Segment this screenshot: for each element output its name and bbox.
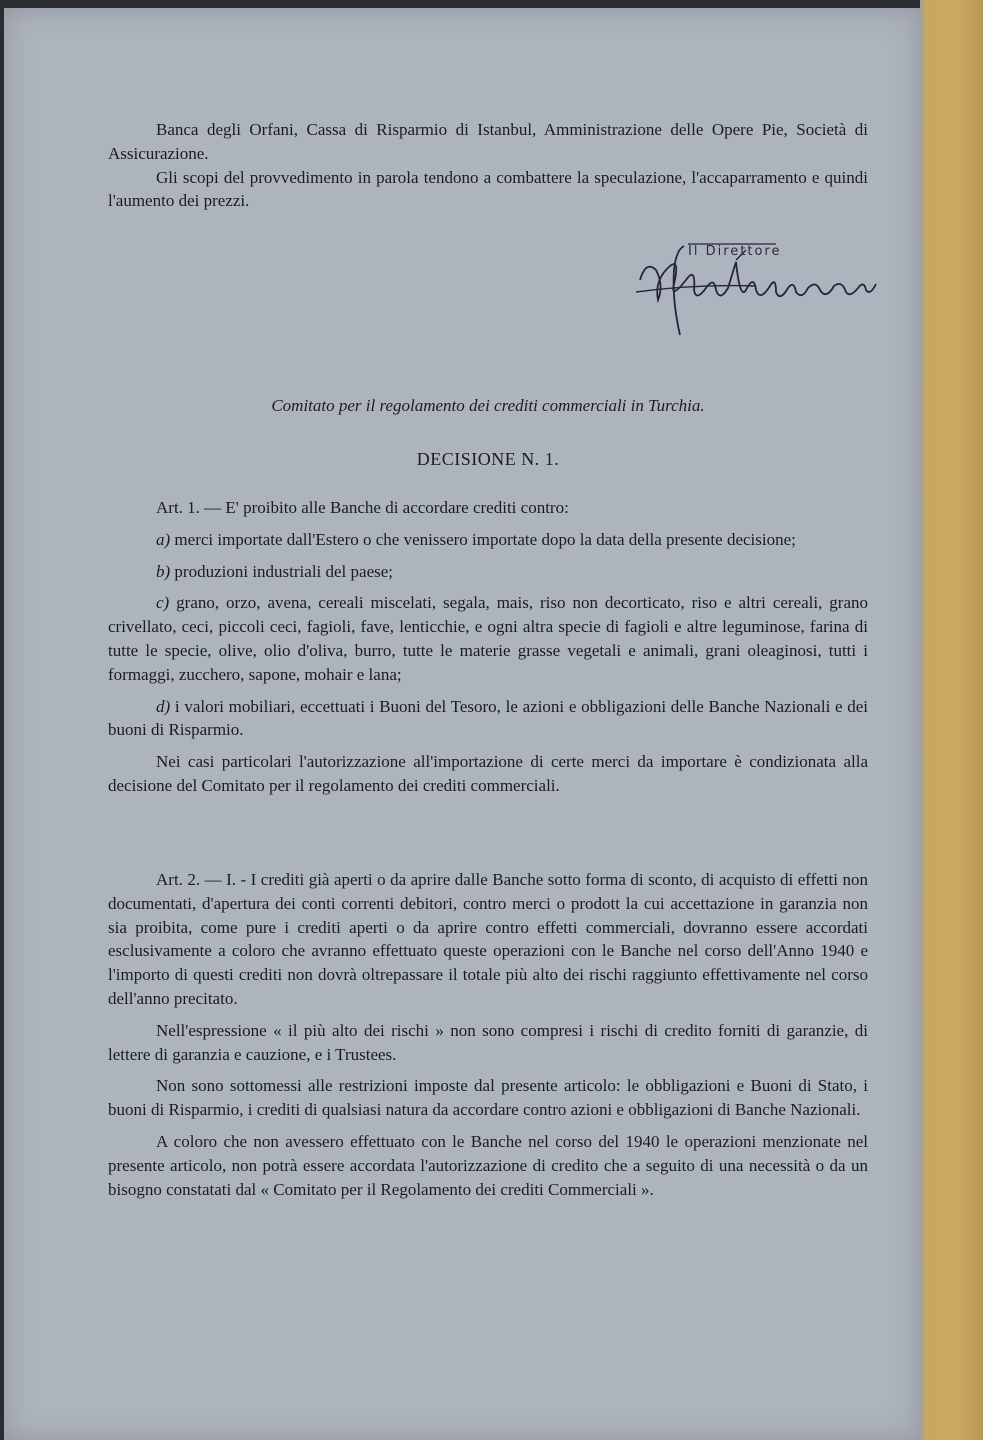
art1-intro: Art. 1. — E' proibito alle Banche di accordare crediti contro: bbox=[156, 498, 569, 517]
item-text: grano, orzo, avena, cereali miscelati, segala, mais, riso non decorticato, riso e altri cereali, grano crivellato, ceci, piccoli ceci, fagioli, fave, lenticchie, e ogni altra specie di fagioli e altre leguminose, farina di tutte le specie, olive, olio d'oliva, burro, tutte le materie grasse vegetali e animali, grani oleaginosi, tutti i formaggi, zucchero, sapone, mohair e lana; bbox=[108, 593, 868, 684]
decision-title: DECISIONE N. 1. bbox=[416, 449, 560, 469]
intro-paragraph-1: Banca degli Orfani, Cassa di Risparmio di Istanbul, Amministrazione delle Opere Pie, Società di Assicurazione. bbox=[108, 120, 868, 163]
intro-section bbox=[108, 118, 868, 213]
decision-section bbox=[108, 448, 868, 472]
art1-item-a bbox=[108, 528, 868, 552]
item-letter: b) bbox=[156, 561, 171, 581]
article-1 bbox=[108, 496, 868, 798]
art1-item-c bbox=[108, 591, 868, 686]
page-edge-strip bbox=[920, 0, 983, 1440]
article-2 bbox=[108, 868, 868, 1201]
committee-section bbox=[108, 394, 868, 418]
intro-paragraph-2: Gli scopi del provvedimento in parola tendono a combattere la speculazione, l'accaparramento e quindi l'aumento dei prezzi. bbox=[108, 167, 868, 211]
art1-item-b bbox=[108, 560, 868, 584]
item-text: produzioni industriali del paese; bbox=[174, 561, 394, 581]
signature-block bbox=[636, 240, 886, 340]
art2-paragraph-3: Non sono sottomessi alle restrizioni imposte dal presente articolo: le obbligazioni e Buoni di Stato, i buoni di Risparmio, i crediti di qualsiasi natura da accordare contro azioni e obbligazioni di Banche Nazionali. bbox=[108, 1076, 868, 1120]
signature-title: Il Direttore bbox=[688, 244, 782, 259]
art2-paragraph-4: A coloro che non avessero effettuato con le Banche nel corso del 1940 le operazioni menzionate nel presente articolo, non potrà essere accordata l'autorizzazione di credito che a seguito di una necessità o da un bisogno constatati dal « Comitato per il Regolamento dei crediti Commerciali ». bbox=[108, 1131, 868, 1199]
item-text: merci importate dall'Estero o che venissero importate dopo la data della presente decisione; bbox=[174, 529, 796, 549]
item-letter: c) bbox=[156, 593, 170, 613]
item-letter: d) bbox=[156, 696, 171, 716]
item-text: i valori mobiliari, eccettuati i Buoni del Tesoro, le azioni e obbligazioni delle Banche Nazionali e dei buoni di Risparmio. bbox=[108, 696, 869, 740]
art1-item-d bbox=[108, 695, 868, 743]
committee-heading: Comitato per il regolamento dei crediti commerciali in Turchia. bbox=[271, 396, 705, 415]
art1-closing: Nei casi particolari l'autorizzazione all'importazione di certe merci da importare è condizionata alla decisione del Comitato per il regolamento dei crediti commerciali. bbox=[108, 752, 868, 795]
art2-paragraph-1: Art. 2. — I. - I crediti già aperti o da aprire dalle Banche sotto forma di sconto, di acquisto di effetti non documentati, d'apertura dei conti correnti debitori, contro merci o prodott la cui accettazione in garanzia non sia proibita, come pure i crediti aperti o da aprire contro effetti commerciali, dovranno essere accordati esclusivamente a coloro che avranno effettuato queste operazioni con le Banche nel corso dell'Anno 1940 e l'importo di questi crediti non dovrà oltrepassare il totale più alto dei rischi raggiunto effettivamente nel corso dell'anno precitato. bbox=[108, 870, 868, 1008]
handwritten-signature bbox=[636, 240, 886, 340]
art2-paragraph-2: Nell'espressione « il più alto dei rischi » non sono compresi i rischi di credito forniti di garanzie, di lettere di garanzia e cauzione, e i Trustees. bbox=[108, 1020, 868, 1064]
item-letter: a) bbox=[156, 529, 171, 549]
